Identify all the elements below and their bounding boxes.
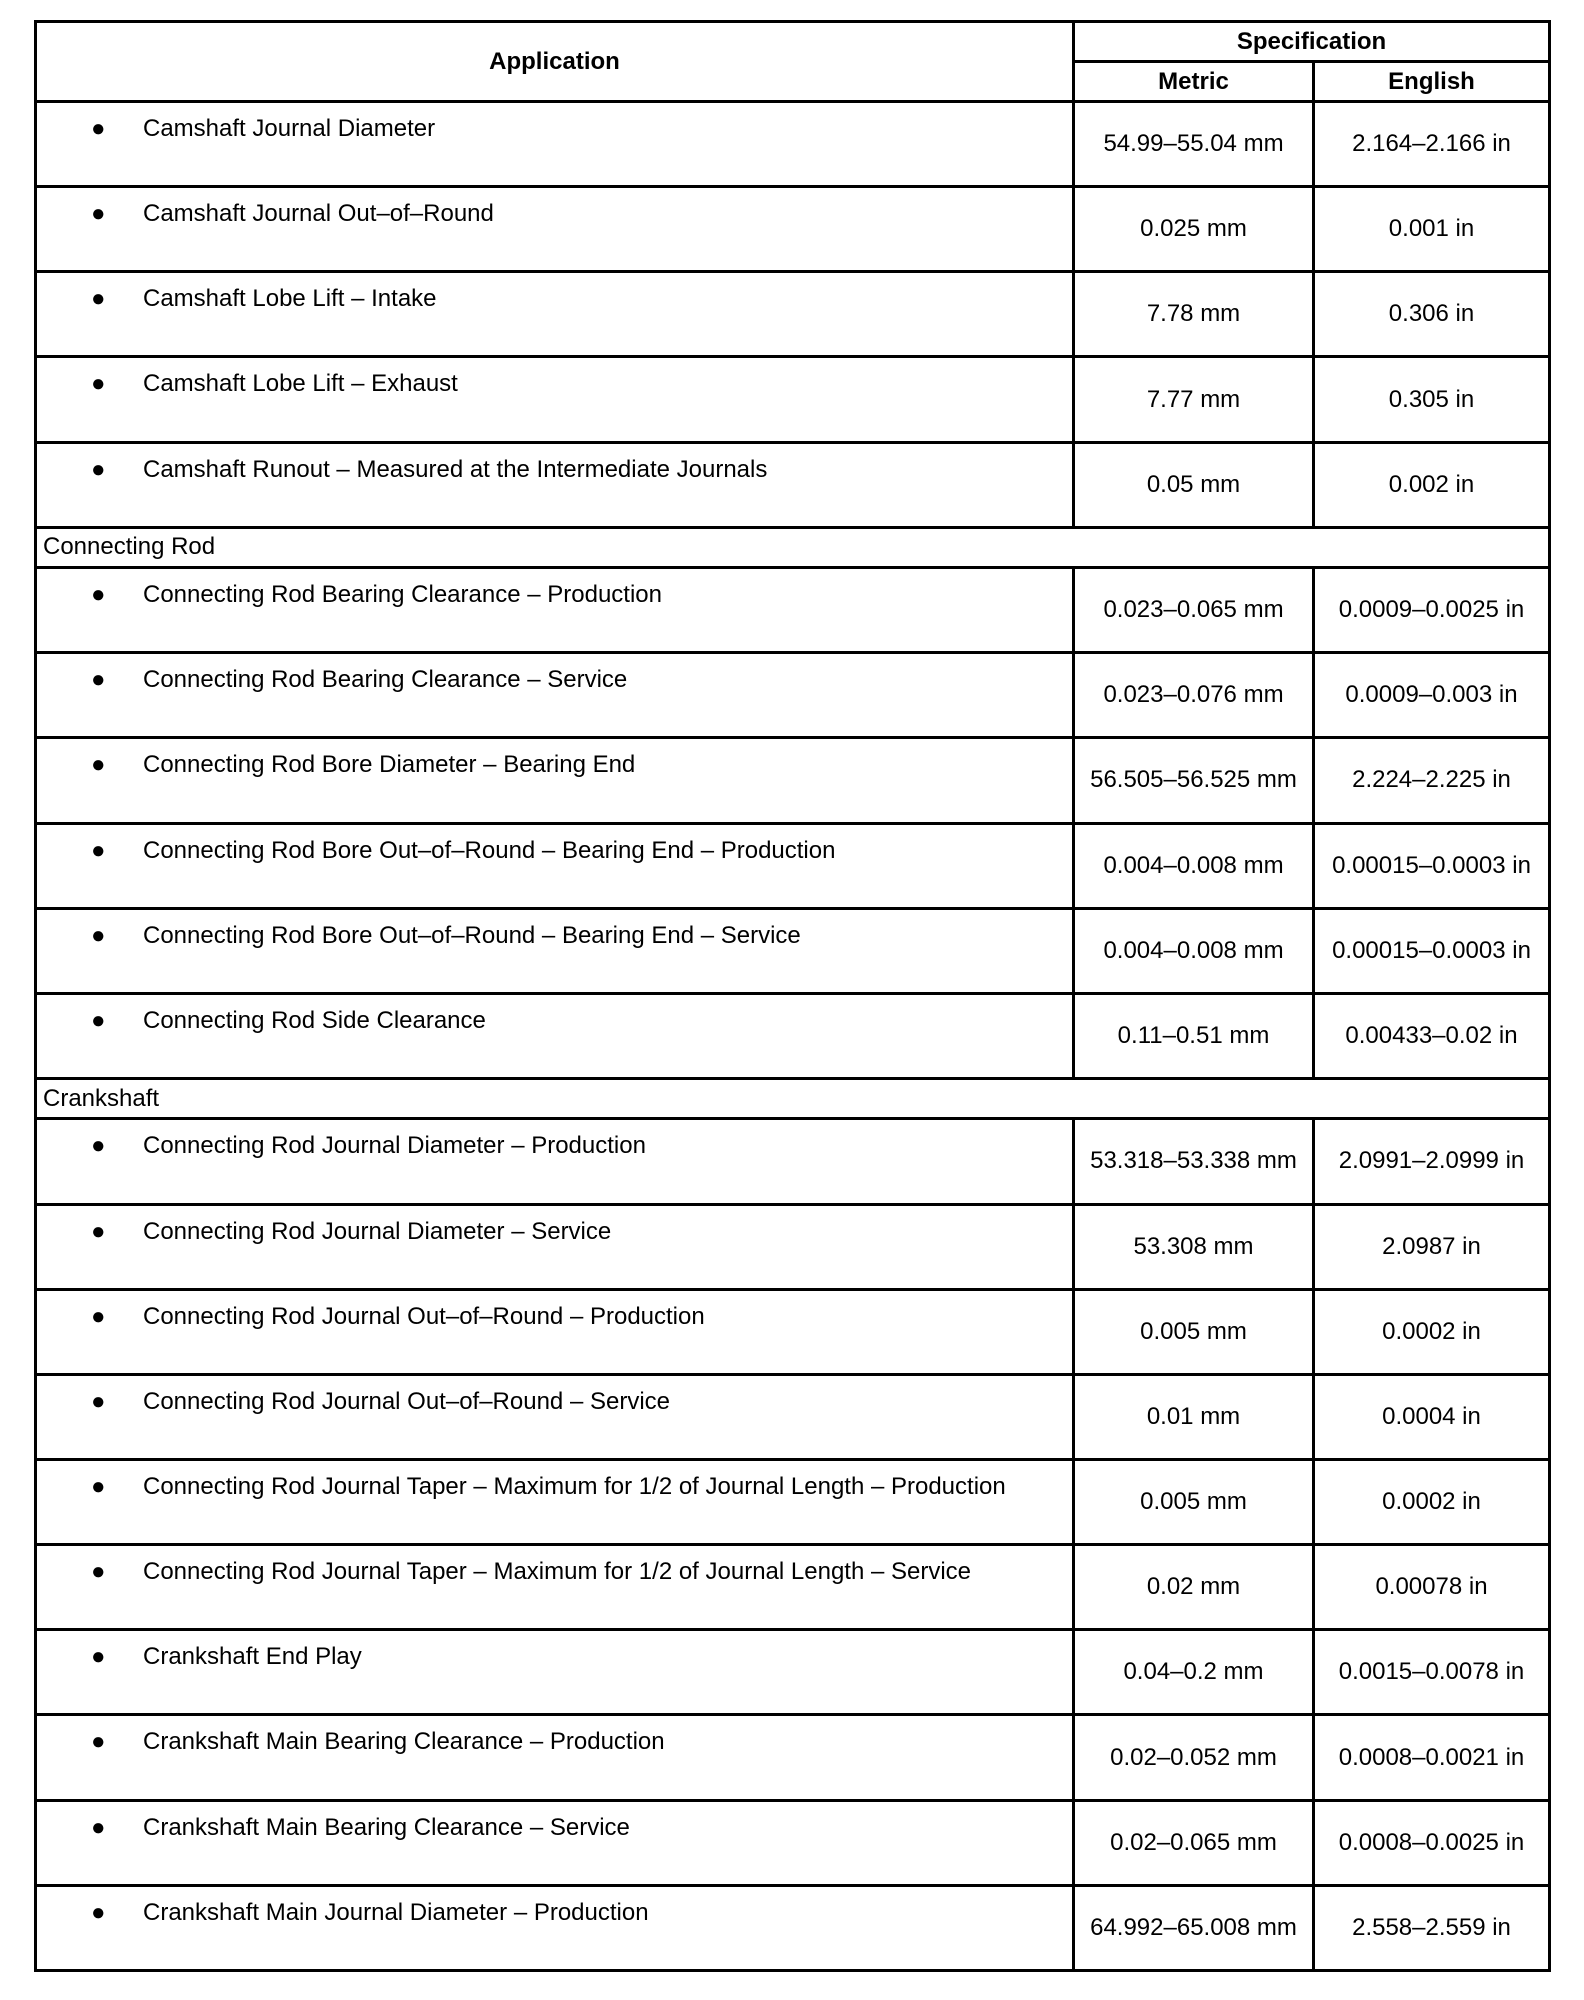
metric-value: 0.02 mm <box>1074 1545 1314 1630</box>
table-row <box>36 102 1550 187</box>
english-value: 0.0009–0.003 in <box>1314 653 1550 738</box>
application-cell <box>36 908 1074 993</box>
application-label: Connecting Rod Journal Out–of–Round – Service <box>143 1387 670 1415</box>
metric-value: 53.308 mm <box>1074 1204 1314 1289</box>
application-label: Connecting Rod Bore Out–of–Round – Bearing End – Production <box>143 836 836 864</box>
application-label: Connecting Rod Bearing Clearance – Service <box>143 666 628 694</box>
bullet-icon: ● <box>91 1472 106 1500</box>
bullet-icon: ● <box>91 1132 106 1160</box>
table-row <box>36 1289 1550 1374</box>
application-cell <box>36 187 1074 272</box>
table-row <box>36 993 1550 1078</box>
application-label: Crankshaft Main Bearing Clearance – Production <box>143 1728 665 1756</box>
english-value: 0.00015–0.0003 in <box>1314 908 1550 993</box>
bullet-icon: ● <box>91 285 106 313</box>
application-cell <box>36 1289 1074 1374</box>
application-cell <box>36 653 1074 738</box>
metric-value: 0.04–0.2 mm <box>1074 1630 1314 1715</box>
metric-value: 7.77 mm <box>1074 357 1314 442</box>
application-cell <box>36 1630 1074 1715</box>
metric-value: 54.99–55.04 mm <box>1074 102 1314 187</box>
section-row <box>36 1079 1550 1119</box>
english-value: 0.0002 in <box>1314 1289 1550 1374</box>
specification-header: Specification <box>1074 22 1550 62</box>
application-label: Connecting Rod Journal Out–of–Round – Production <box>143 1302 705 1330</box>
table-row <box>36 1374 1550 1459</box>
english-header: English <box>1314 62 1550 102</box>
table-row <box>36 1119 1550 1204</box>
application-cell <box>36 1119 1074 1204</box>
bullet-icon: ● <box>91 751 106 779</box>
english-value: 0.0015–0.0078 in <box>1314 1630 1550 1715</box>
section-row <box>36 527 1550 567</box>
metric-header: Metric <box>1074 62 1314 102</box>
table-row <box>36 1885 1550 1970</box>
english-value: 2.558–2.559 in <box>1314 1885 1550 1970</box>
table-row <box>36 653 1550 738</box>
table-row <box>36 1459 1550 1544</box>
application-label: Crankshaft Main Bearing Clearance – Service <box>143 1813 630 1841</box>
bullet-icon: ● <box>91 1643 106 1671</box>
metric-value: 0.005 mm <box>1074 1459 1314 1544</box>
english-value: 0.002 in <box>1314 442 1550 527</box>
bullet-icon: ● <box>91 666 106 694</box>
english-value: 2.0987 in <box>1314 1204 1550 1289</box>
english-value: 2.164–2.166 in <box>1314 102 1550 187</box>
metric-value: 0.02–0.052 mm <box>1074 1715 1314 1800</box>
application-label: Connecting Rod Journal Diameter – Service <box>143 1217 612 1245</box>
table-row <box>36 357 1550 442</box>
application-label: Crankshaft Main Journal Diameter – Production <box>143 1898 649 1926</box>
english-value: 0.306 in <box>1314 272 1550 357</box>
application-label: Camshaft Lobe Lift – Intake <box>143 285 437 313</box>
bullet-icon: ● <box>91 1728 106 1756</box>
application-cell <box>36 357 1074 442</box>
application-cell <box>36 823 1074 908</box>
metric-value: 0.025 mm <box>1074 187 1314 272</box>
application-cell <box>36 1800 1074 1885</box>
bullet-icon: ● <box>91 1006 106 1034</box>
application-label: Connecting Rod Journal Taper – Maximum for 1/2 of Journal Length – Production <box>143 1472 1006 1500</box>
bullet-icon: ● <box>91 200 106 228</box>
table-body <box>36 102 1550 1971</box>
application-cell <box>36 1885 1074 1970</box>
metric-value: 0.004–0.008 mm <box>1074 823 1314 908</box>
english-value: 0.00078 in <box>1314 1545 1550 1630</box>
metric-value: 0.05 mm <box>1074 442 1314 527</box>
specification-table <box>34 20 1551 1972</box>
metric-value: 7.78 mm <box>1074 272 1314 357</box>
table-row <box>36 908 1550 993</box>
application-label: Camshaft Journal Out–of–Round <box>143 200 494 228</box>
bullet-icon: ● <box>91 581 106 609</box>
english-value: 0.0002 in <box>1314 1459 1550 1544</box>
application-cell <box>36 568 1074 653</box>
english-value: 0.0008–0.0021 in <box>1314 1715 1550 1800</box>
bullet-icon: ● <box>91 1898 106 1926</box>
table-row <box>36 442 1550 527</box>
application-label: Connecting Rod Journal Diameter – Production <box>143 1132 646 1160</box>
english-value: 0.00015–0.0003 in <box>1314 823 1550 908</box>
table-row <box>36 272 1550 357</box>
bullet-icon: ● <box>91 1387 106 1415</box>
application-cell <box>36 272 1074 357</box>
bullet-icon: ● <box>91 921 106 949</box>
section-label: Crankshaft <box>36 1079 1550 1119</box>
english-value: 0.0004 in <box>1314 1374 1550 1459</box>
metric-value: 0.004–0.008 mm <box>1074 908 1314 993</box>
bullet-icon: ● <box>91 1302 106 1330</box>
application-label: Connecting Rod Side Clearance <box>143 1006 486 1034</box>
application-label: Connecting Rod Bore Diameter – Bearing End <box>143 751 636 779</box>
application-label: Camshaft Journal Diameter <box>143 115 436 142</box>
table-row <box>36 568 1550 653</box>
english-value: 0.305 in <box>1314 357 1550 442</box>
metric-value: 53.318–53.338 mm <box>1074 1119 1314 1204</box>
application-header: Application <box>36 22 1074 102</box>
table-row <box>36 187 1550 272</box>
metric-value: 0.02–0.065 mm <box>1074 1800 1314 1885</box>
application-cell <box>36 993 1074 1078</box>
bullet-icon: ● <box>91 836 106 864</box>
bullet-icon: ● <box>91 455 106 483</box>
table-row <box>36 1800 1550 1885</box>
application-cell <box>36 1715 1074 1800</box>
application-label: Crankshaft End Play <box>143 1643 362 1671</box>
table-row <box>36 1630 1550 1715</box>
english-value: 0.0009–0.0025 in <box>1314 568 1550 653</box>
application-cell <box>36 1374 1074 1459</box>
application-label: Connecting Rod Bore Out–of–Round – Bearing End – Service <box>143 921 801 949</box>
metric-value: 0.11–0.51 mm <box>1074 993 1314 1078</box>
application-cell <box>36 1459 1074 1544</box>
english-value: 0.0008–0.0025 in <box>1314 1800 1550 1885</box>
metric-value: 64.992–65.008 mm <box>1074 1885 1314 1970</box>
metric-value: 0.023–0.065 mm <box>1074 568 1314 653</box>
bullet-icon: ● <box>91 370 106 398</box>
english-value: 2.224–2.225 in <box>1314 738 1550 823</box>
section-label: Connecting Rod <box>36 527 1550 567</box>
application-label: Camshaft Lobe Lift – Exhaust <box>143 370 458 398</box>
table-row <box>36 738 1550 823</box>
bullet-icon: ● <box>91 115 106 142</box>
table-row <box>36 1204 1550 1289</box>
table-row <box>36 823 1550 908</box>
application-label: Connecting Rod Bearing Clearance – Production <box>143 581 662 609</box>
application-cell <box>36 1204 1074 1289</box>
metric-value: 0.023–0.076 mm <box>1074 653 1314 738</box>
application-cell <box>36 1545 1074 1630</box>
table-row <box>36 1715 1550 1800</box>
application-cell <box>36 738 1074 823</box>
application-label: Camshaft Runout – Measured at the Intermediate Journals <box>143 455 768 483</box>
bullet-icon: ● <box>91 1813 106 1841</box>
table-row <box>36 1545 1550 1630</box>
application-cell <box>36 442 1074 527</box>
application-label: Connecting Rod Journal Taper – Maximum for 1/2 of Journal Length – Service <box>143 1558 972 1586</box>
bullet-icon: ● <box>91 1217 106 1245</box>
metric-value: 0.01 mm <box>1074 1374 1314 1459</box>
english-value: 2.0991–2.0999 in <box>1314 1119 1550 1204</box>
english-value: 0.00433–0.02 in <box>1314 993 1550 1078</box>
metric-value: 0.005 mm <box>1074 1289 1314 1374</box>
application-cell <box>36 102 1074 187</box>
english-value: 0.001 in <box>1314 187 1550 272</box>
bullet-icon: ● <box>91 1558 106 1586</box>
metric-value: 56.505–56.525 mm <box>1074 738 1314 823</box>
